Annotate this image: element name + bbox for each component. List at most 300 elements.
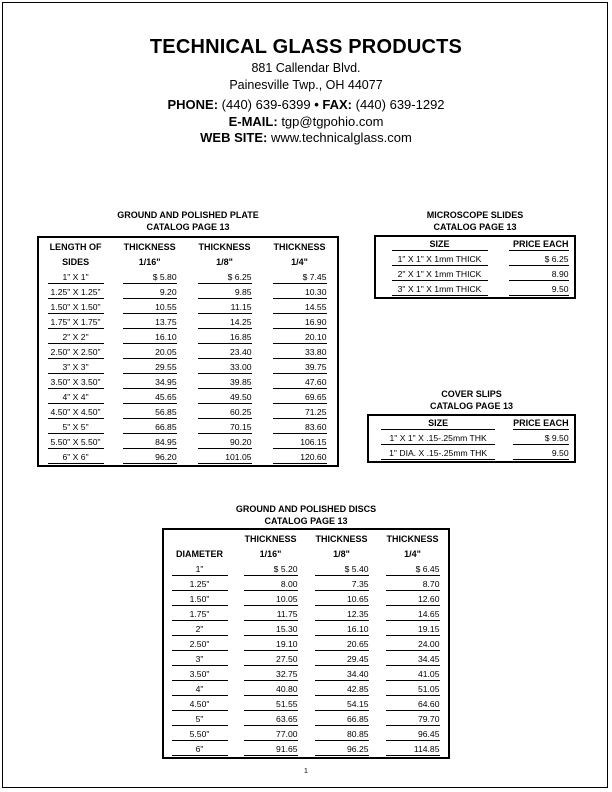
discs-header-0 — [163, 529, 235, 562]
table-row — [38, 300, 338, 315]
price-value: 9.50 — [513, 447, 569, 460]
size-value: 1" X 1" X .15-.25mm THK — [381, 432, 495, 445]
price-value: 79.70 — [386, 713, 440, 726]
plate-price-cell — [262, 375, 338, 390]
plate-price-cell — [187, 300, 262, 315]
table-row — [163, 742, 449, 758]
price-value: 42.85 — [315, 683, 369, 696]
size-value: 4" X 4" — [48, 391, 104, 404]
price-value: $ 7.45 — [273, 271, 327, 284]
table-row — [38, 330, 338, 345]
plate-size-cell — [38, 315, 112, 330]
price-value: 16.10 — [123, 331, 177, 344]
discs-header-0-line1 — [164, 532, 235, 547]
discs-price-cell — [235, 712, 306, 727]
size-value: 5.50" — [172, 728, 228, 741]
slides-header-size — [375, 236, 503, 252]
plate-price-cell — [262, 405, 338, 420]
size-value: 1.75" — [172, 608, 228, 621]
slides-size-cell — [375, 252, 503, 267]
discs-price-cell — [306, 727, 377, 742]
table-row — [375, 267, 575, 282]
size-value: 3" X 3" — [48, 361, 104, 374]
price-value: 29.45 — [315, 653, 369, 666]
price-value: 39.75 — [273, 361, 327, 374]
discs-price-cell — [235, 727, 306, 742]
discs-price-table — [162, 528, 450, 759]
price-value: 32.75 — [244, 668, 298, 681]
plate-price-cell — [187, 360, 262, 375]
price-value: 60.25 — [198, 406, 252, 419]
size-value: 2.50" — [172, 638, 228, 651]
plate-price-cell — [262, 285, 338, 300]
table-row — [38, 420, 338, 435]
discs-price-cell — [306, 682, 377, 697]
discs-size-cell — [163, 607, 235, 622]
discs-price-cell — [377, 607, 449, 622]
plate-price-cell — [262, 390, 338, 405]
slides-header-size-label: SIZE — [392, 238, 488, 251]
price-value: 39.85 — [198, 376, 252, 389]
plate-size-cell — [38, 285, 112, 300]
table-row — [163, 622, 449, 637]
plate-price-cell — [262, 330, 338, 345]
table-row — [368, 431, 575, 446]
discs-price-cell — [235, 637, 306, 652]
discs-price-cell — [306, 592, 377, 607]
discs-price-cell — [306, 622, 377, 637]
size-value: 1" — [172, 563, 228, 576]
bullet-separator: • — [314, 97, 319, 112]
discs-price-cell — [235, 607, 306, 622]
discs-price-cell — [235, 622, 306, 637]
plate-header-row — [38, 237, 338, 270]
email-address: tgp@tgpohio.com — [281, 113, 384, 129]
discs-price-cell — [306, 697, 377, 712]
discs-title: GROUND AND POLISHED DISCS — [235, 504, 377, 514]
plate-price-cell — [112, 405, 187, 420]
plate-price-cell — [112, 450, 187, 466]
discs-section-title — [162, 503, 450, 527]
table-row — [163, 697, 449, 712]
price-value: 24.00 — [386, 638, 440, 651]
price-value: $ 5.40 — [315, 563, 369, 576]
price-value: 56.85 — [123, 406, 177, 419]
price-value: 84.95 — [123, 436, 177, 449]
slides-price-cell — [503, 282, 575, 298]
price-value: 8.90 — [509, 268, 569, 281]
price-value: 71.25 — [273, 406, 327, 419]
discs-header-3-line2: 1/4" — [404, 549, 421, 559]
price-value: 16.10 — [315, 623, 369, 636]
website-label: WEB SITE: — [200, 130, 268, 145]
covers-header-size — [368, 415, 507, 431]
discs-size-cell — [163, 712, 235, 727]
discs-header-1-line2: 1/16" — [259, 549, 282, 559]
covers-price-cell — [507, 446, 575, 462]
price-value: 66.85 — [315, 713, 369, 726]
address-line-1: 881 Callendar Blvd. — [251, 61, 361, 75]
page-number: 1 — [304, 768, 308, 775]
price-value: 54.15 — [315, 698, 369, 711]
discs-catalog-page: CATALOG PAGE 13 — [264, 516, 348, 526]
price-value: 14.25 — [198, 316, 252, 329]
price-value: 83.60 — [273, 421, 327, 434]
size-value: 3" X 1" X 1mm THICK — [392, 283, 488, 296]
table-row — [163, 577, 449, 592]
plate-price-cell — [112, 345, 187, 360]
plate-size-cell — [38, 360, 112, 375]
price-value: 41.05 — [386, 668, 440, 681]
price-value: 106.15 — [273, 436, 327, 449]
plate-size-cell — [38, 405, 112, 420]
table-row — [163, 592, 449, 607]
table-row — [375, 252, 575, 267]
size-value: 3.50" X 3.50" — [48, 376, 104, 389]
size-value: 1" DIA. X .15-.25mm THK — [381, 447, 495, 460]
plate-price-cell — [187, 435, 262, 450]
plate-price-cell — [112, 375, 187, 390]
table-row — [163, 667, 449, 682]
plate-price-cell — [187, 405, 262, 420]
size-value: 2.50" X 2.50" — [48, 346, 104, 359]
discs-size-cell — [163, 652, 235, 667]
plate-price-cell — [262, 435, 338, 450]
company-name: TECHNICAL GLASS PRODUCTS — [149, 36, 463, 58]
plate-price-cell — [187, 270, 262, 285]
price-value: 14.55 — [273, 301, 327, 314]
plate-header-0-line1: LENGTH OF — [49, 242, 102, 252]
discs-price-cell — [377, 682, 449, 697]
discs-price-cell — [306, 712, 377, 727]
price-value: 96.20 — [123, 451, 177, 464]
price-value: 14.65 — [386, 608, 440, 621]
price-value: 33.80 — [273, 346, 327, 359]
slides-size-cell — [375, 267, 503, 282]
price-value: 12.35 — [315, 608, 369, 621]
covers-header-size-label: SIZE — [381, 417, 495, 430]
phone-number: (440) 639-6399 — [221, 97, 311, 112]
discs-price-cell — [377, 652, 449, 667]
table-row — [38, 375, 338, 390]
table-row — [38, 390, 338, 405]
size-value: 3.50" — [172, 668, 228, 681]
table-row — [163, 607, 449, 622]
price-value: 40.80 — [244, 683, 298, 696]
plate-size-cell — [38, 420, 112, 435]
price-value: 8.70 — [386, 578, 440, 591]
size-value: 5" — [172, 713, 228, 726]
price-value: 12.60 — [386, 593, 440, 606]
size-value: 4.50" — [172, 698, 228, 711]
covers-size-cell — [368, 446, 507, 462]
table-row — [38, 450, 338, 466]
size-value: 1.50" — [172, 593, 228, 606]
price-value: 16.90 — [273, 316, 327, 329]
price-value: 69.65 — [273, 391, 327, 404]
website-url: www.technicalglass.com — [270, 130, 412, 145]
size-value: 2" X 2" — [48, 331, 104, 344]
discs-header-2-line2: 1/8" — [333, 549, 350, 559]
price-value: 10.65 — [315, 593, 369, 606]
plate-price-cell — [187, 450, 262, 466]
slides-header-price — [503, 236, 575, 252]
plate-header-1 — [112, 237, 187, 270]
discs-header-1-line1: THICKNESS — [244, 534, 297, 544]
discs-size-cell — [163, 592, 235, 607]
plate-price-cell — [187, 345, 262, 360]
discs-price-cell — [377, 562, 449, 577]
table-row — [38, 345, 338, 360]
price-value: $ 6.25 — [198, 271, 252, 284]
plate-price-cell — [262, 270, 338, 285]
plate-price-cell — [112, 315, 187, 330]
price-value: 16.85 — [198, 331, 252, 344]
size-value: 1.25" X 1.25" — [48, 286, 104, 299]
discs-price-cell — [377, 712, 449, 727]
slides-size-cell — [375, 282, 503, 298]
plate-size-cell — [38, 435, 112, 450]
price-value: 10.30 — [273, 286, 327, 299]
slides-title: MICROSCOPE SLIDES — [426, 210, 524, 220]
size-value: 1" X 1" — [48, 271, 104, 284]
discs-header-1 — [235, 529, 306, 562]
price-value: 120.60 — [273, 451, 327, 464]
phone-fax-line — [0, 97, 612, 114]
plate-size-cell — [38, 450, 112, 466]
discs-price-cell — [377, 622, 449, 637]
price-value: 63.65 — [244, 713, 298, 726]
discs-price-cell — [235, 652, 306, 667]
size-value: 2" X 1" X 1mm THICK — [392, 268, 488, 281]
plate-price-cell — [262, 450, 338, 466]
price-value: 15.30 — [244, 623, 298, 636]
discs-price-cell — [377, 592, 449, 607]
price-value: 20.65 — [315, 638, 369, 651]
price-value: 27.50 — [244, 653, 298, 666]
plate-price-cell — [112, 285, 187, 300]
discs-price-cell — [306, 652, 377, 667]
plate-price-cell — [262, 345, 338, 360]
plate-size-cell — [38, 270, 112, 285]
price-value: 20.05 — [123, 346, 177, 359]
plate-price-cell — [187, 285, 262, 300]
discs-price-cell — [377, 577, 449, 592]
discs-size-cell — [163, 667, 235, 682]
size-value: 1.75" X 1.75" — [48, 316, 104, 329]
size-value: 1.50" X 1.50" — [48, 301, 104, 314]
price-value: 64.60 — [386, 698, 440, 711]
plate-price-cell — [187, 330, 262, 345]
discs-size-cell — [163, 742, 235, 758]
plate-price-cell — [262, 420, 338, 435]
discs-size-cell — [163, 727, 235, 742]
plate-price-cell — [187, 375, 262, 390]
price-value: 90.20 — [198, 436, 252, 449]
discs-header-3-line1: THICKNESS — [386, 534, 439, 544]
table-row — [38, 405, 338, 420]
plate-header-2-line2: 1/8" — [216, 257, 233, 267]
table-row — [38, 270, 338, 285]
discs-price-cell — [377, 742, 449, 758]
price-value: $ 6.25 — [509, 253, 569, 266]
price-value: 66.85 — [123, 421, 177, 434]
price-value: 34.45 — [386, 653, 440, 666]
plate-header-0-line2: SIDES — [62, 257, 90, 267]
plate-header-0 — [38, 237, 112, 270]
plate-price-cell — [112, 420, 187, 435]
size-value: 4.50" X 4.50" — [48, 406, 104, 419]
table-row — [163, 562, 449, 577]
discs-price-cell — [235, 742, 306, 758]
plate-price-cell — [262, 315, 338, 330]
discs-size-cell — [163, 697, 235, 712]
email-label: E-MAIL: — [228, 113, 278, 129]
price-value: 19.15 — [386, 623, 440, 636]
discs-price-cell — [306, 637, 377, 652]
discs-header-0-line2: DIAMETER — [176, 549, 224, 559]
table-row — [38, 435, 338, 450]
plate-price-cell — [187, 315, 262, 330]
table-row — [38, 315, 338, 330]
price-value: 34.95 — [123, 376, 177, 389]
price-value: 70.15 — [198, 421, 252, 434]
plate-price-cell — [112, 330, 187, 345]
price-value: 13.75 — [123, 316, 177, 329]
discs-price-cell — [306, 562, 377, 577]
size-value: 4" — [172, 683, 228, 696]
price-value: 49.50 — [198, 391, 252, 404]
table-row — [163, 637, 449, 652]
table-row — [375, 282, 575, 298]
plate-size-cell — [38, 375, 112, 390]
discs-price-cell — [306, 667, 377, 682]
price-value: 80.85 — [315, 728, 369, 741]
slides-price-cell — [503, 267, 575, 282]
price-value: 29.55 — [123, 361, 177, 374]
table-row — [163, 712, 449, 727]
fax-label: FAX: — [322, 97, 352, 112]
plate-header-3 — [262, 237, 338, 270]
plate-price-cell — [112, 270, 187, 285]
table-row — [163, 727, 449, 742]
discs-price-cell — [306, 742, 377, 758]
size-value: 5.50" X 5.50" — [48, 436, 104, 449]
slides-header-row — [375, 236, 575, 252]
slides-price-cell — [503, 252, 575, 267]
discs-size-cell — [163, 577, 235, 592]
price-value: 10.55 — [123, 301, 177, 314]
price-value: $ 5.20 — [244, 563, 298, 576]
address-line-2: Painesville Twp., OH 44077 — [229, 78, 383, 92]
price-value: 77.00 — [244, 728, 298, 741]
size-value: 6" — [172, 743, 228, 756]
price-value: 7.35 — [315, 578, 369, 591]
plate-header-2-line1: THICKNESS — [198, 242, 251, 252]
discs-size-cell — [163, 622, 235, 637]
covers-header-row — [368, 415, 575, 431]
plate-price-cell — [112, 360, 187, 375]
price-value: 23.40 — [198, 346, 252, 359]
covers-header-price — [507, 415, 575, 431]
covers-size-cell — [368, 431, 507, 446]
plate-price-cell — [187, 420, 262, 435]
table-row — [38, 285, 338, 300]
plate-price-cell — [187, 390, 262, 405]
price-value: 11.15 — [198, 301, 252, 314]
price-value: 91.65 — [244, 743, 298, 756]
price-value: $ 6.45 — [386, 563, 440, 576]
price-value: 96.25 — [315, 743, 369, 756]
plate-section-title — [37, 209, 339, 233]
discs-price-cell — [235, 667, 306, 682]
price-value: 96.45 — [386, 728, 440, 741]
price-value: 11.75 — [244, 608, 298, 621]
price-value: 45.65 — [123, 391, 177, 404]
price-value: $ 5.80 — [123, 271, 177, 284]
price-value: 9.85 — [198, 286, 252, 299]
slides-price-table — [374, 235, 576, 299]
table-row — [38, 360, 338, 375]
letterhead — [0, 34, 612, 147]
slides-header-price-label: PRICE EACH — [509, 238, 569, 251]
discs-price-cell — [235, 562, 306, 577]
discs-price-cell — [306, 607, 377, 622]
covers-catalog-page: CATALOG PAGE 13 — [429, 401, 513, 411]
plate-header-1-line2: 1/16" — [138, 257, 161, 267]
price-value: $ 9.50 — [513, 432, 569, 445]
price-value: 9.50 — [509, 283, 569, 296]
size-value: 2" — [172, 623, 228, 636]
plate-catalog-page: CATALOG PAGE 13 — [146, 222, 230, 232]
discs-price-cell — [377, 697, 449, 712]
plate-size-cell — [38, 345, 112, 360]
discs-size-cell — [163, 637, 235, 652]
discs-price-cell — [235, 577, 306, 592]
price-value: 47.60 — [273, 376, 327, 389]
plate-header-3-line2: 1/4" — [291, 257, 308, 267]
website-line — [0, 130, 612, 147]
table-row — [368, 446, 575, 462]
discs-price-cell — [306, 577, 377, 592]
discs-header-3 — [377, 529, 449, 562]
plate-size-cell — [38, 330, 112, 345]
discs-price-cell — [377, 637, 449, 652]
covers-title: COVER SLIPS — [441, 389, 502, 399]
size-value: 1.25" — [172, 578, 228, 591]
price-value: 33.00 — [198, 361, 252, 374]
price-value: 9.20 — [123, 286, 177, 299]
discs-price-cell — [235, 592, 306, 607]
discs-price-cell — [235, 697, 306, 712]
plate-header-3-line1: THICKNESS — [273, 242, 326, 252]
phone-label: PHONE: — [167, 97, 219, 112]
slides-section-title — [374, 209, 576, 233]
plate-header-1-line1: THICKNESS — [123, 242, 176, 252]
plate-size-cell — [38, 300, 112, 315]
covers-price-table — [367, 414, 576, 463]
plate-price-table — [37, 236, 339, 467]
price-value: 10.05 — [244, 593, 298, 606]
price-value: 101.05 — [198, 451, 252, 464]
table-row — [163, 652, 449, 667]
price-value: 19.10 — [244, 638, 298, 651]
price-value: 51.55 — [244, 698, 298, 711]
price-value: 114.85 — [386, 743, 440, 756]
email-line — [0, 114, 612, 131]
plate-title: GROUND AND POLISHED PLATE — [117, 210, 259, 220]
plate-size-cell — [38, 390, 112, 405]
